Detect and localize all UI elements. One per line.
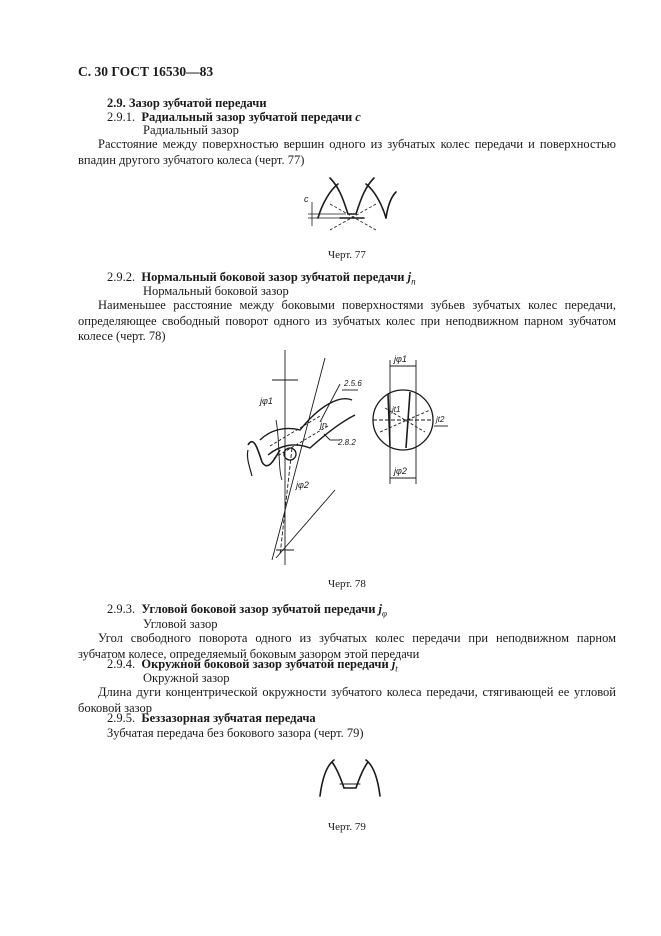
section-2-9-5-title [107,711,316,726]
section-symbol-sub: t [395,663,398,674]
label-jt2: jt2 [436,415,445,424]
section-number: 2.9.4. [107,657,136,671]
term-radial-clearance: Радиальный зазор [143,123,239,137]
lower-tooth-left [318,184,338,218]
section-title: Радиальный зазор зубчатой передачи [141,110,353,124]
figure-78 [240,350,460,572]
label-jphi2-left: jφ2 [296,480,309,490]
section-symbol: j [378,602,383,616]
section-number: 2.9.5. [107,711,136,725]
label-ref-2-8-2: 2.8.2 [338,438,356,447]
term-circumferential-backlash: Окружной зазор [143,671,230,685]
figure-79 [310,756,390,800]
section-symbol-sub: φ [382,608,388,619]
definition-2-9-1: Расстояние между поверхностью вершин одного из зубчатых колес передачи и поверхностью впадин другого зубчатого колеса (черт. 77) [78,137,616,167]
definition-2-9-4: Длина дуги концентрической окружности зубчатого колеса передачи, стягивающей ее угловой боковой зазор [78,685,616,715]
figure-77 [300,174,410,234]
tooth-left [320,760,334,796]
section-symbol: c [355,110,361,124]
section-symbol: j [391,657,396,671]
definition-2-9-2: Наименьшее расстояние между боковыми поверхностями зубьев зубчатых колес передачи, определяющее свободный поворот одного из зубчатых колес при неподвижном парном зубчатом колесе (черт. 78) [78,298,616,343]
pitch-circle [284,448,296,460]
section-symbol: j [407,270,412,284]
lower-tooth-far-right [386,192,396,218]
lower-tooth-right [366,184,386,218]
term-normal-backlash: Нормальный боковой зазор [143,284,289,298]
section-title: Угловой боковой зазор зубчатой передачи [141,602,376,616]
caption-78: Черт. 78 [328,578,366,590]
section-symbol-sub: n [411,276,416,287]
label-jt1: jt1 [392,405,401,414]
definition-2-9-5: Зубчатая передача без бокового зазора (черт. 79) [107,726,364,740]
label-jphi2-right: jφ2 [394,466,407,476]
section-title: Нормальный боковой зазор зубчатой передачи [141,270,405,284]
upper-tooth-profile [330,178,374,214]
tooth-right [366,760,380,796]
label-jphi1-right: jφ1 [394,354,407,364]
tooth-profile-2 [268,415,355,455]
section-number: 2.9.1. [107,110,136,124]
caption-77: Черт. 77 [328,249,366,261]
page-header: С. 30 ГОСТ 16530—83 [78,64,214,79]
tooth-profile-3 [248,442,280,466]
figure-label-c: c [304,194,309,204]
section-number: 2.9.2. [107,270,136,284]
term-angular-backlash: Угловой зазор [143,617,218,631]
tooth-profile-1 [260,399,352,440]
label-ref-2-5-6: 2.5.6 [344,379,362,388]
section-title: Беззазорная зубчатая передача [141,711,316,725]
section-2-9-heading: 2.9. Зазор зубчатой передачи [107,96,267,110]
label-jphi1-left: jφ1 [260,396,273,406]
label-jn: jn [320,420,328,430]
caption-79: Черт. 79 [328,821,366,833]
axis-diagonal [272,358,328,560]
section-number: 2.9.3. [107,602,136,616]
section-title: Окружной боковой зазор зубчатой передачи [141,657,389,671]
definition-2-9-3: Угол свободного поворота одного из зубчатых колес передачи при неподвижном парном зубчатом колесе, определяемый боковым зазором этой передачи [78,631,616,661]
